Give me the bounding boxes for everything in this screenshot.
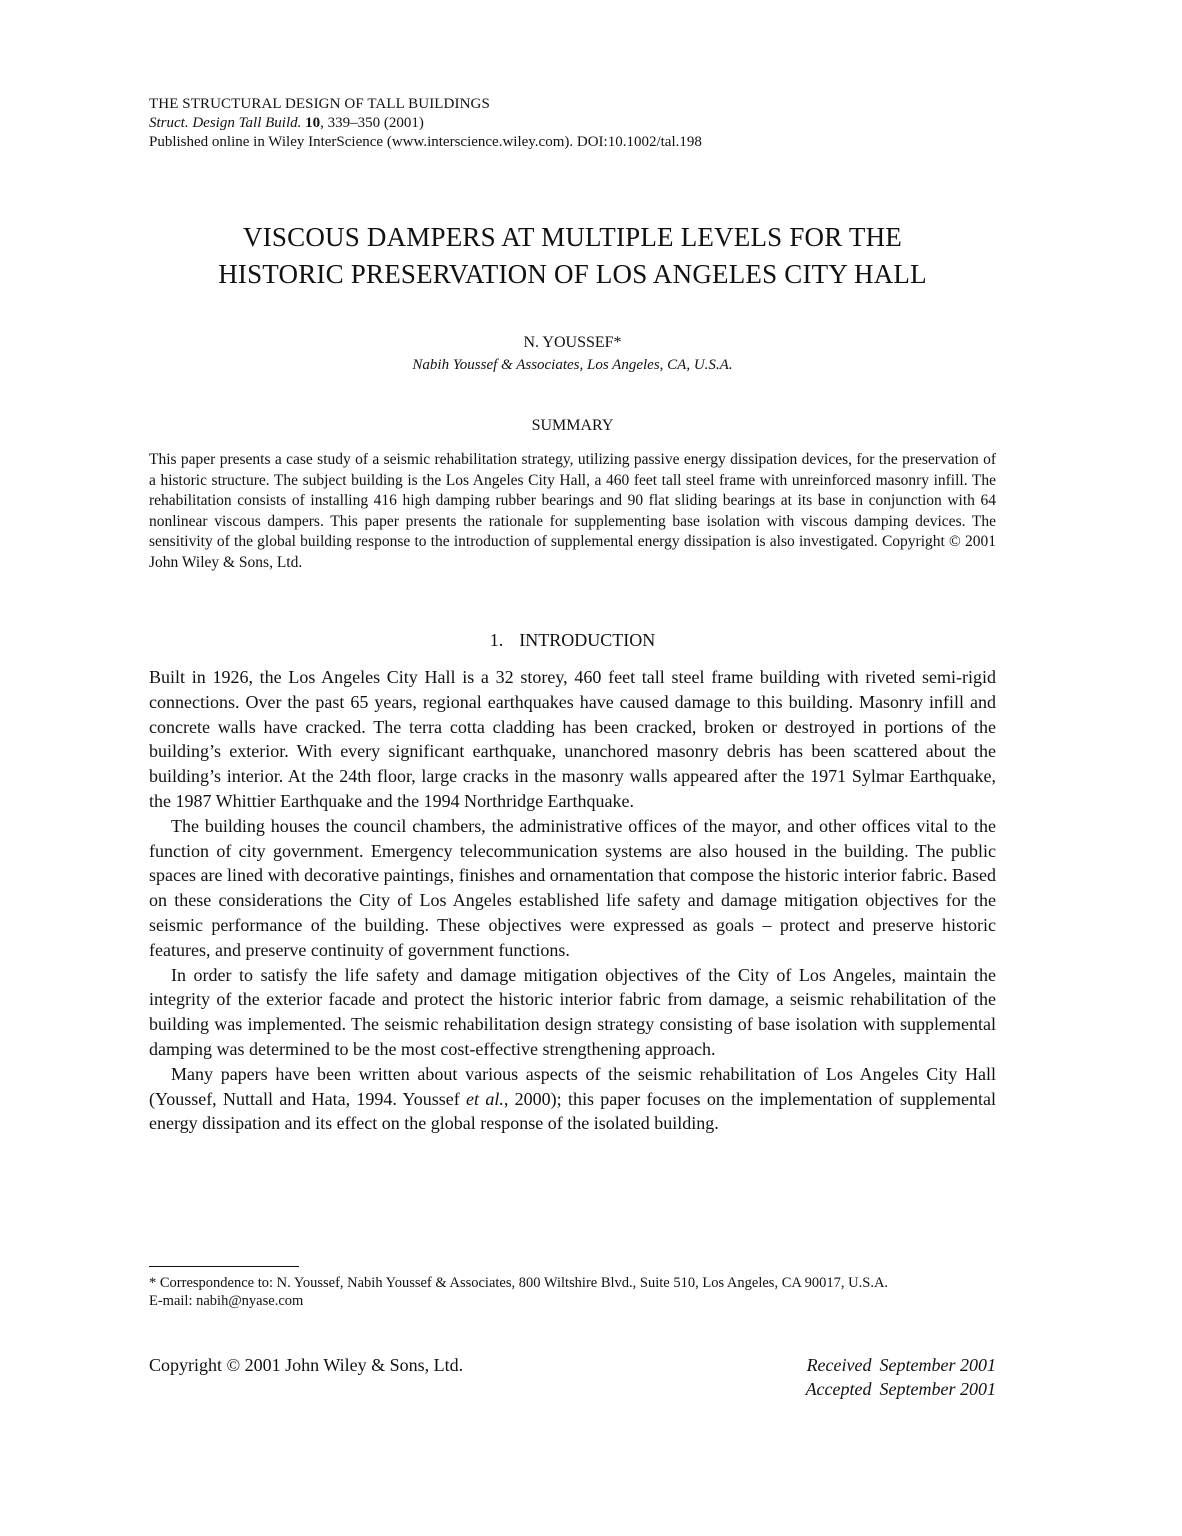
received-label: Received (806, 1355, 872, 1375)
paper-title-line-1: VISCOUS DAMPERS AT MULTIPLE LEVELS FOR THE (243, 222, 902, 252)
journal-published-line: Published online in Wiley InterScience (www.interscience.wiley.com). DOI:10.1002/tal.198 (149, 134, 702, 150)
journal-volume: 10 (305, 115, 321, 131)
footnote-email: E-mail: nabih@nyase.com (149, 1293, 304, 1309)
summary-text: This paper presents a case study of a seismic rehabilitation strategy, utilizing passive energy dissipation devices, for the preservation of a historic structure. The subject building is the Los Angeles City Hall, a 460 feet tall steel frame with unreinforced masonry infill. The rehabilitation consists of installing 416 high damping rubber bearings and 90 flat sliding bearings at its base in conjunction with 64 nonlinear viscous dampers. This paper presents the rationale for supplementing base isolation with viscous damping devices. The sensitivity of the global building response to the introduction of supplemental energy dissipation is also investigated. Copyright © 2001 John Wiley & Sons, Ltd. (149, 451, 996, 571)
correspondence-footnote (149, 1274, 996, 1310)
section-number: 1. (489, 630, 504, 650)
paper-title-line-2: HISTORIC PRESERVATION OF LOS ANGELES CITY HALL (218, 259, 927, 289)
intro-paragraph-4 (149, 1062, 996, 1136)
accepted-label: Accepted (805, 1379, 872, 1399)
intro-paragraph-4-part-b: , 2000); this paper focuses on the implementation of supplemental energy dissipation and its effect on the global response of the isolated building. (149, 1088, 996, 1134)
footnote-divider (149, 1266, 299, 1267)
received-date: September 2001 (879, 1355, 996, 1375)
intro-paragraph-2: The building houses the council chambers, the administrative offices of the mayor, and other offices vital to the function of city government. Emergency telecommunication systems are also housed in the building. The public spaces are lined with decorative paintings, finishes and ornamentation that compose the historic interior fabric. Based on these considerations the City of Los Angeles established life safety and damage mitigation objectives for the seismic performance of the building. These objectives were expressed as goals – protect and preserve historic features, and preserve continuity of government functions. (149, 815, 996, 960)
journal-header (149, 95, 702, 152)
author-name: N. YOUSSEF* (523, 334, 622, 351)
intro-paragraph-3: In order to satisfy the life safety and damage mitigation objectives of the City of Los Angeles, maintain the integrity of the exterior facade and protect the historic interior fabric from damage, a seismic rehabilitation of the building was implemented. The seismic rehabilitation design strategy consisting of base isolation with supplemental damping was determined to be the most cost-effective strengthening approach. (149, 964, 996, 1059)
accepted-date: September 2001 (879, 1379, 996, 1399)
intro-paragraph-4-part-a: Many papers have been written about various aspects of the seismic rehabilitation of Los Angeles City Hall (Youssef, Nuttall and Hata, 1994. Youssef (149, 1063, 996, 1109)
introduction-heading (149, 629, 996, 651)
summary-heading: SUMMARY (531, 417, 614, 434)
paper-title (149, 219, 996, 293)
journal-abbrev: Struct. Design Tall Build. (149, 115, 302, 131)
et-al: et al. (466, 1088, 504, 1109)
author-affiliation: Nabih Youssef & Associates, Los Angeles, CA, U.S.A. (412, 357, 733, 373)
journal-citation (149, 114, 702, 133)
introduction-body (149, 665, 996, 1136)
accepted-line (806, 1377, 996, 1401)
received-line (806, 1353, 996, 1377)
journal-pages-year: , 339–350 (2001) (320, 115, 424, 131)
copyright-notice: Copyright © 2001 John Wiley & Sons, Ltd. (149, 1355, 464, 1375)
intro-paragraph-1: Built in 1926, the Los Angeles City Hall is a 32 storey, 460 feet tall steel frame building with riveted semi-rigid connections. Over the past 65 years, regional earthquakes have caused damage to this building. Masonry infill and concrete walls have cracked. The terra cotta cladding has been cracked, broken or destroyed in portions of the building’s exterior. With every significant earthquake, unanchored masonry debris has been scattered about the building’s interior. At the 24th floor, large cracks in the masonry walls appeared after the 1971 Sylmar Earthquake, the 1987 Whittier Earthquake and the 1994 Northridge Earthquake. (149, 667, 996, 811)
section-title: INTRODUCTION (519, 630, 656, 650)
footnote-line-1: * Correspondence to: N. Youssef, Nabih Youssef & Associates, 800 Wiltshire Blvd., Suite 510, Los Angeles, CA 90017, U.S.A. (149, 1275, 889, 1291)
journal-name: THE STRUCTURAL DESIGN OF TALL BUILDINGS (149, 96, 490, 112)
received-accepted-dates (806, 1353, 996, 1401)
